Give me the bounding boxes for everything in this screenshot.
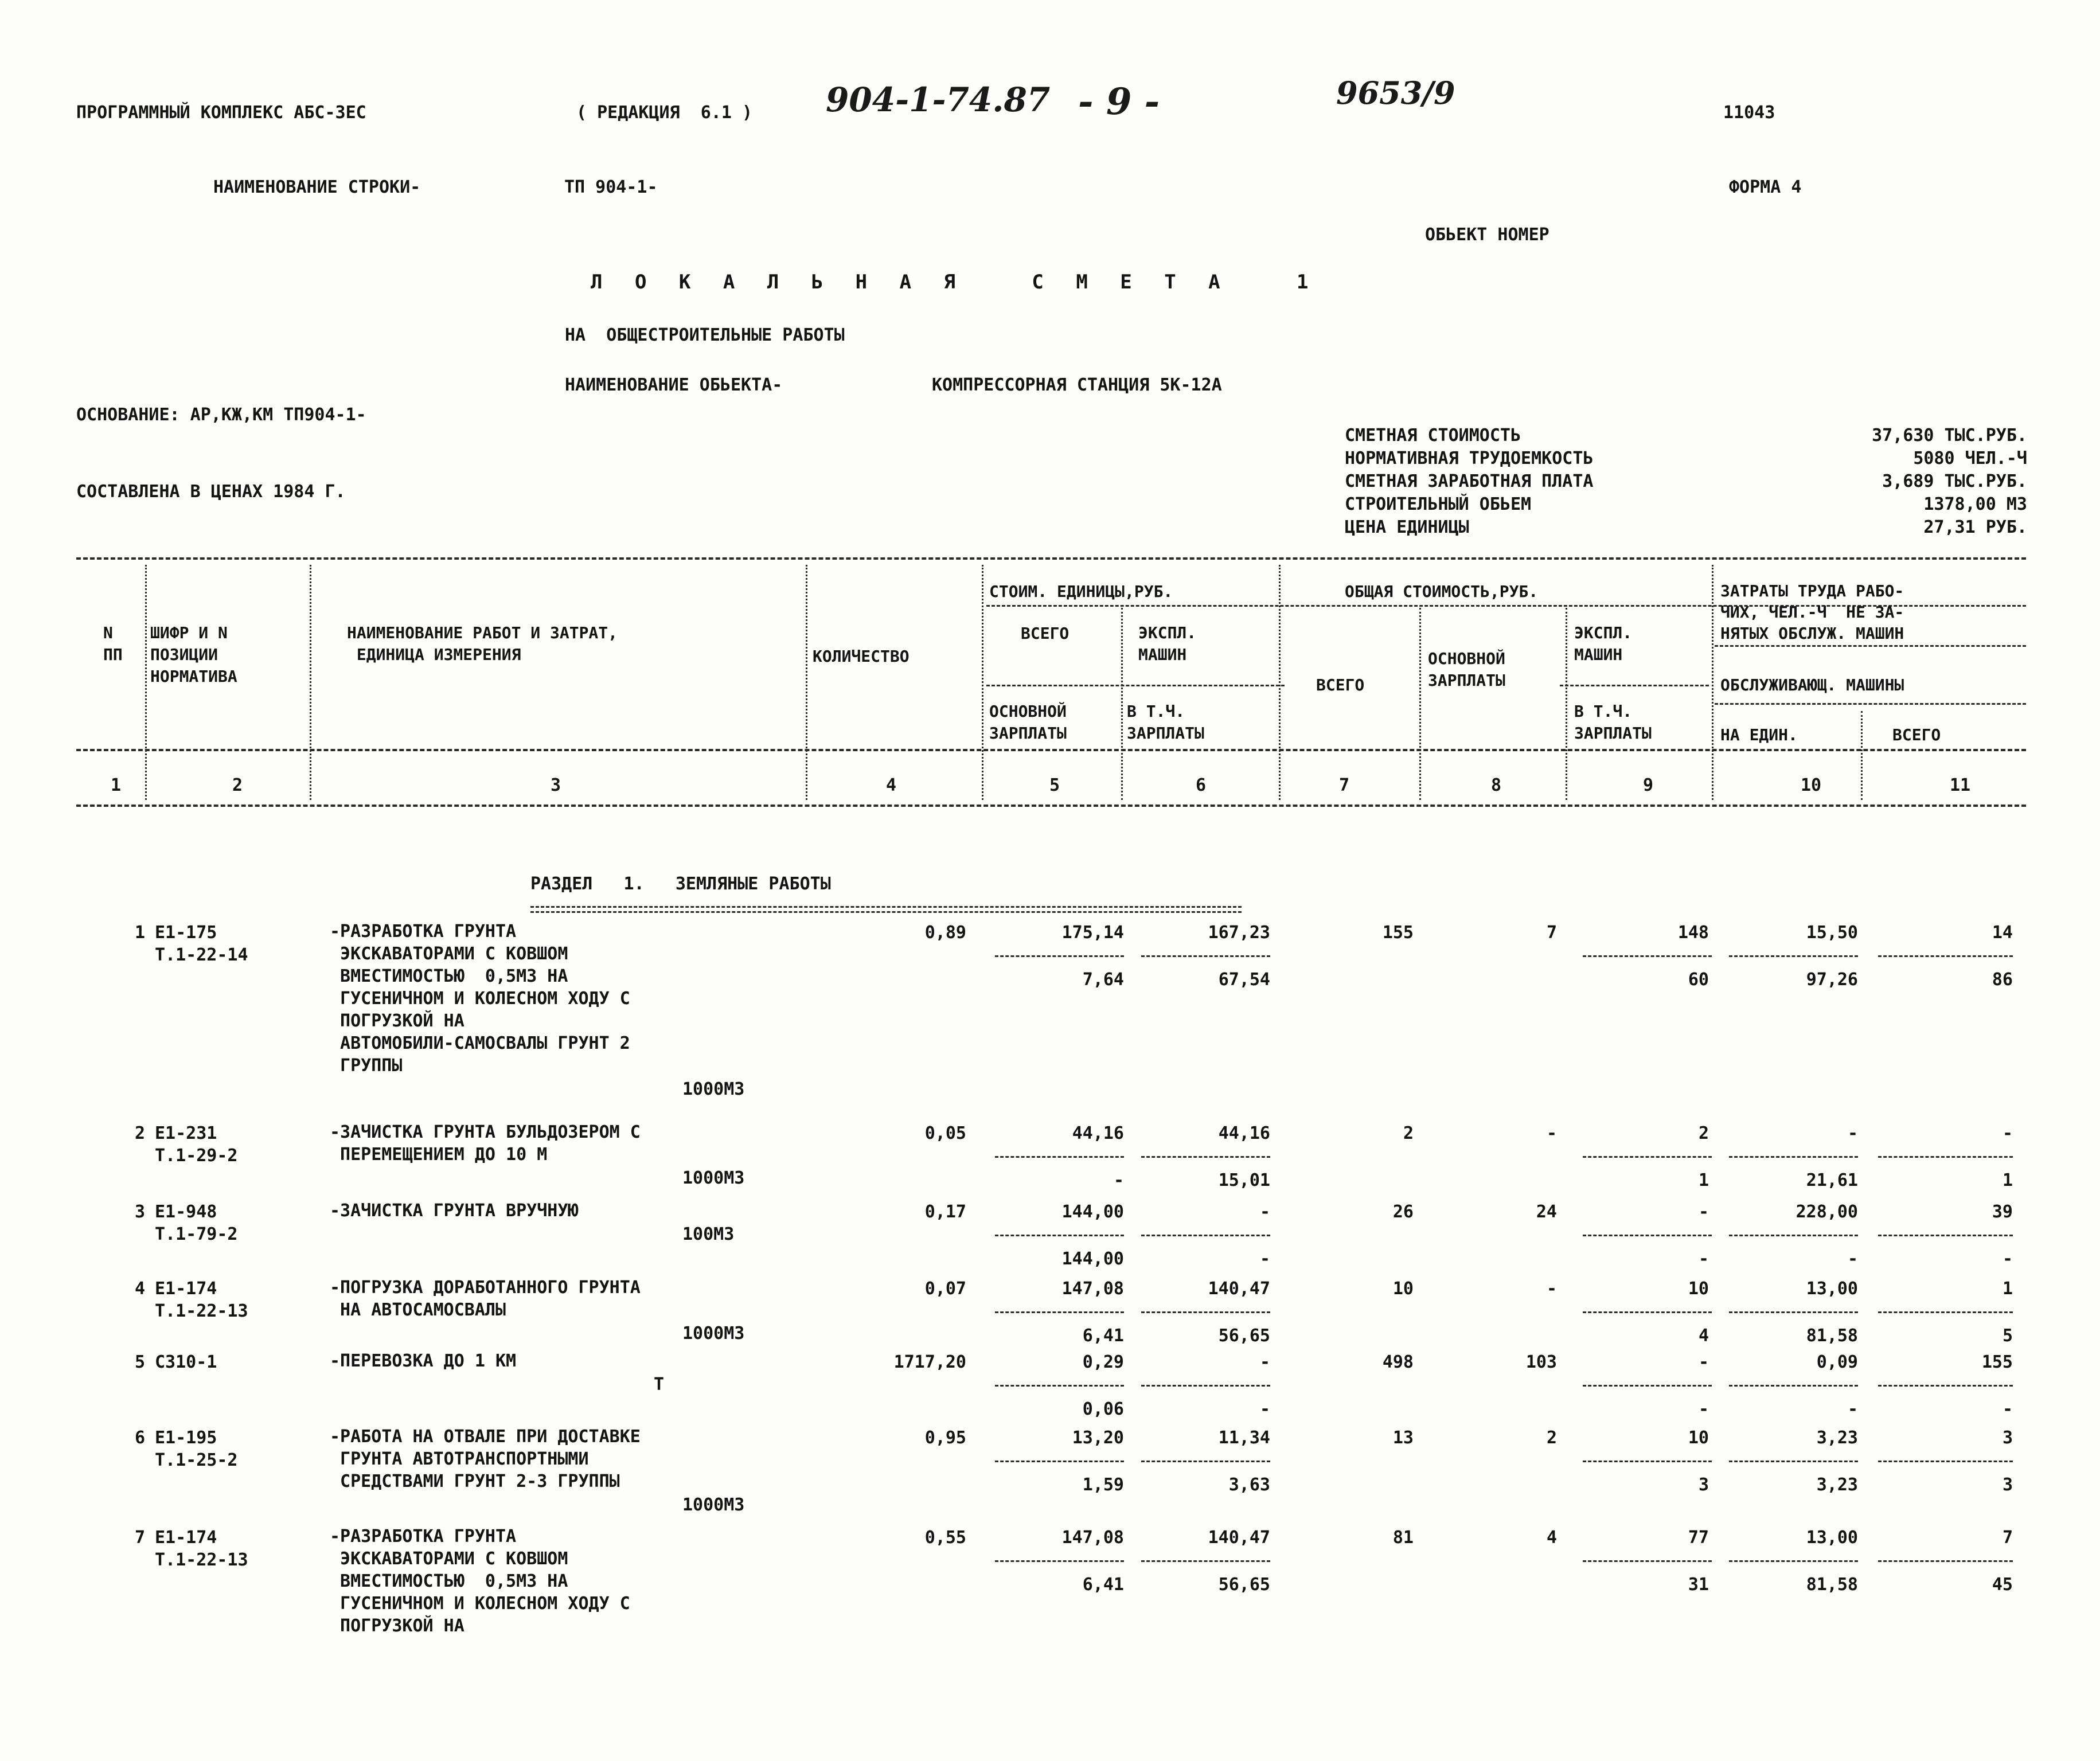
row-unit-wages: 1,59 [1082,1475,1124,1495]
column-number: 8 [1491,775,1502,795]
row-total-machines: 148 [1677,923,1709,943]
prices-line: СОСТАВЛЕНА В ЦЕНАХ 1984 Г. [76,482,346,502]
row-unit-wages: 6,41 [1082,1575,1124,1595]
row-unit-machine-wages: 3,63 [1228,1475,1270,1495]
row-separator-dash [1141,955,1270,957]
row-code-sub: Т.1-25-2 [155,1450,238,1470]
row-labor-total: 39 [1992,1202,2013,1222]
object-name-label: НАИМЕНОВАНИЕ ОБЬЕКТА- [565,375,783,395]
row-number: 4 [134,1279,145,1299]
row-separator-dash [1878,1156,2013,1158]
row-work-name: -РАЗРАБОТКА ГРУНТА ЭКСКАВАТОРАМИ С КОВШОМ ВМЕСТИМОСТЬЮ 0,5М3 НА ГУСЕНИЧНОМ И КОЛЕСНОМ ХОДУ С ПОГРУЗКОЙ НА АВТОМОБИЛИ-САМОСВАЛЫ ГРУНТ 2 ГРУППЫ [330,922,630,1076]
row-code-sub: Т.1-22-13 [155,1301,248,1321]
row-unit: 1000М3 [682,1495,745,1515]
row-unit-wages: 6,41 [1082,1326,1124,1346]
row-separator-dash [1141,1156,1270,1158]
row-labor-unit: 13,00 [1806,1528,1858,1548]
row-separator-dash [1141,1461,1270,1462]
col-header-labor: ЗАТРАТЫ ТРУДА РАБО- ЧИХ, ЧЕЛ.-Ч НЕ ЗА- НЯТЫХ ОБСЛУЖ. МАШИН [1720,581,1904,643]
row-labor-total: - [2002,1123,2013,1143]
summary-value: 1378,00 М3 [1923,494,2027,514]
row-number: 6 [134,1428,145,1448]
row-labor-machine-unit: - [1847,1249,1858,1269]
row-unit-total: 175,14 [1061,923,1124,943]
row-total-machines: 10 [1688,1279,1709,1299]
column-number: 1 [111,775,122,795]
col-sep-9 [1712,565,1713,800]
col-header-c5a: ВСЕГО [1021,624,1069,643]
handwritten-number: 9653/9 [1336,75,1455,111]
row-total-machines: 2 [1698,1123,1709,1143]
summary-label: ЦЕНА ЕДИНИЦЫ [1345,517,1469,537]
row-total: 81 [1392,1528,1414,1548]
row-unit: Т [654,1375,665,1395]
row-work-name: -ПОГРУЗКА ДОРАБОТАННОГО ГРУНТА НА АВТОСАМОСВАЛЫ [330,1278,641,1320]
row-qty: 0,17 [924,1202,966,1222]
col-header-unit-cost: СТОИМ. ЕДИНИЦЫ,РУБ. [989,582,1173,601]
row-separator-dash [1141,1235,1270,1236]
row-separator-dash [1878,955,2013,957]
summary-label: СТРОИТЕЛЬНЫЙ ОБЬЕМ [1345,494,1532,514]
row-separator-dash [995,1156,1124,1158]
summary-value: 27,31 РУБ. [1923,517,2027,537]
row-separator-dash [995,1235,1124,1236]
object-number-label: ОБЬЕКТ НОМЕР [1425,225,1549,245]
row-labor-machine-total: 86 [1992,970,2013,990]
section-underline [530,906,1242,913]
row-number: 7 [134,1528,145,1548]
row-unit-machine-wages: 67,54 [1218,970,1270,990]
row-labor-total: 3 [2002,1428,2013,1448]
row-unit-machine-wages: - [1259,1399,1270,1419]
unit-cost-split-rule [986,685,1285,686]
row-labor-machine-unit: 3,23 [1816,1475,1858,1495]
basis-line: ОСНОВАНИЕ: АР,КЖ,КМ ТП904-1- [76,405,366,425]
row-qty: 0,05 [924,1123,966,1143]
row-separator-dash [995,1560,1124,1562]
col-sep-6 [1279,565,1281,800]
row-code-sub: Т.1-22-13 [155,1550,248,1570]
row-separator-dash [1729,955,1858,957]
row-total: 10 [1392,1279,1414,1299]
row-labor-machine-total: - [2002,1399,2013,1419]
col-sep-3 [806,565,807,800]
row-unit: 1000М3 [682,1168,745,1188]
row-unit-machines: 44,16 [1218,1123,1270,1143]
summary-value: 3,689 ТЫС.РУБ. [1882,471,2027,491]
row-labor-unit: 3,23 [1816,1428,1858,1448]
row-unit-machines: 140,47 [1208,1528,1270,1548]
row-labor-machine-unit: 81,58 [1806,1575,1858,1595]
col-header-c10: НА ЕДИН. [1720,725,1798,744]
row-total-wages: 4 [1546,1528,1557,1548]
row-separator-dash [1878,1311,2013,1313]
row-labor-total: 1 [2002,1279,2013,1299]
row-separator-dash [1583,1385,1712,1387]
row-qty: 0,95 [924,1428,966,1448]
column-number: 7 [1339,775,1350,795]
row-qty: 0,89 [924,923,966,943]
col-header-name: НАИМЕНОВАНИЕ РАБОТ И ЗАТРАТ, ЕДИНИЦА ИЗМЕРЕНИЯ [347,623,618,664]
col-sep-7 [1419,608,1421,800]
row-total-wages: 24 [1536,1202,1557,1222]
row-work-name: -ЗАЧИСТКА ГРУНТА ВРУЧНУЮ [330,1201,579,1221]
row-total-wages: 7 [1546,923,1557,943]
row-work-name: -РАБОТА НА ОТВАЛЕ ПРИ ДОСТАВКЕ ГРУНТА АВТОТРАНСПОРТНЫМИ СРЕДСТВАМИ ГРУНТ 2-3 ГРУППЫ [330,1427,641,1491]
row-labor-machine-total: 1 [2002,1170,2013,1190]
row-total-machines: 77 [1688,1528,1709,1548]
row-total-machine-wages: 60 [1688,970,1709,990]
row-separator-dash [1878,1461,2013,1462]
row-labor-unit: 13,00 [1806,1279,1858,1299]
row-total: 155 [1382,923,1414,943]
col-header-labor-b: ОБСЛУЖИВАЮЩ. МАШИНЫ [1720,675,1904,694]
row-number: 5 [134,1352,145,1372]
col-sep-4 [982,565,983,800]
row-unit-wages: 0,06 [1082,1399,1124,1419]
row-work-name: -РАЗРАБОТКА ГРУНТА ЭКСКАВАТОРАМИ С КОВШОМ ВМЕСТИМОСТЬЮ 0,5М3 НА ГУСЕНИЧНОМ И КОЛЕСНОМ ХОДУ С ПОГРУЗКОЙ НА [330,1526,630,1636]
row-labor-machine-unit: 81,58 [1806,1326,1858,1346]
row-unit-total: 13,20 [1072,1428,1124,1448]
object-name-value: КОМПРЕССОРНАЯ СТАНЦИЯ 5К-12А [932,375,1222,395]
document-subtitle: НА ОБЩЕСТРОИТЕЛЬНЫЕ РАБОТЫ [565,325,845,345]
row-unit-machine-wages: 56,65 [1218,1326,1270,1346]
row-separator-dash [1729,1235,1858,1236]
row-total-machine-wages: 1 [1698,1170,1709,1190]
row-total-machine-wages: - [1698,1399,1709,1419]
row-code: Е1-174 [155,1279,217,1299]
row-separator-dash [1878,1385,2013,1387]
row-code-sub: Т.1-29-2 [155,1146,238,1166]
summary-label: СМЕТНАЯ ЗАРАБОТНАЯ ПЛАТА [1345,471,1594,491]
row-labor-machine-unit: - [1847,1399,1858,1419]
row-total-machine-wages: - [1698,1249,1709,1269]
column-number: 2 [232,775,243,795]
col-header-total-cost: ОБЩАЯ СТОИМОСТЬ,РУБ. [1345,582,1539,601]
col-header-c7: ВСЕГО [1316,675,1365,694]
row-unit-total: 0,29 [1082,1352,1124,1372]
row-name-value: ТП 904-1- [564,177,658,197]
col-header-c8: ОСНОВНОЙ ЗАРПЛАТЫ [1428,649,1505,690]
row-separator-dash [1729,1560,1858,1562]
row-qty: 0,07 [924,1279,966,1299]
row-unit-total: 144,00 [1061,1202,1124,1222]
col-header-qty: КОЛИЧЕСТВО [813,647,910,666]
form-label: ФОРМА 4 [1729,177,1802,197]
row-total-machines: 10 [1688,1428,1709,1448]
row-separator-dash [1878,1560,2013,1562]
column-number: 3 [551,775,561,795]
document-title: Л О К А Л Ь Н А Я С М Е Т А 1 [591,271,1319,294]
row-labor-machine-unit: 21,61 [1806,1170,1858,1190]
section-title: РАЗДЕЛ 1. ЗЕМЛЯНЫЕ РАБОТЫ [530,874,831,894]
row-unit-total: 147,08 [1061,1279,1124,1299]
row-number: 2 [134,1123,145,1143]
row-labor-machine-total: 3 [2002,1475,2013,1495]
col-header-code: ШИФР И N ПОЗИЦИИ НОРМАТИВА [150,623,237,686]
row-unit-total: 44,16 [1072,1123,1124,1143]
row-code-sub: Т.1-22-14 [155,945,248,965]
row-unit-machine-wages: - [1259,1249,1270,1269]
row-unit-machine-wages: 15,01 [1218,1170,1270,1190]
row-unit: 1000М3 [682,1079,745,1099]
row-labor-unit: 228,00 [1795,1202,1858,1222]
row-unit-machines: 11,34 [1218,1428,1270,1448]
col-header-n: N ПП [103,623,123,664]
row-separator-dash [995,1385,1124,1387]
row-labor-machine-total: 45 [1992,1575,2013,1595]
column-number: 4 [886,775,897,795]
row-total-wages: 2 [1546,1428,1557,1448]
row-separator-dash [1141,1560,1270,1562]
row-separator-dash [1878,1235,2013,1236]
row-total-wages: - [1546,1279,1557,1299]
row-separator-dash [1141,1311,1270,1313]
column-number: 10 [1801,775,1822,795]
row-unit-machines: 167,23 [1208,923,1270,943]
row-total-machine-wages: 3 [1698,1475,1709,1495]
row-unit-machine-wages: 56,65 [1218,1575,1270,1595]
row-separator-dash [1583,955,1712,957]
col-sep-10 [1861,711,1863,800]
column-number: 11 [1950,775,1971,795]
edition-label: ( РЕДАКЦИЯ 6.1 ) [576,103,753,123]
row-unit-machines: - [1259,1202,1270,1222]
row-separator-dash [1583,1461,1712,1462]
row-total: 498 [1382,1352,1414,1372]
column-number: 9 [1643,775,1654,795]
c9-split-rule [1560,685,1709,686]
row-labor-machine-total: - [2002,1249,2013,1269]
row-unit-wages: - [1113,1170,1124,1190]
row-total: 26 [1392,1202,1414,1222]
row-separator-dash [1729,1461,1858,1462]
row-total-machines: - [1698,1202,1709,1222]
col-header-c9a: ЭКСПЛ. МАШИН [1574,623,1633,664]
row-unit-wages: 144,00 [1061,1249,1124,1269]
row-total: 2 [1403,1123,1414,1143]
row-labor-unit: 0,09 [1816,1352,1858,1372]
row-labor-unit: - [1847,1123,1858,1143]
header-bottom-rule [76,749,2026,751]
row-separator-dash [1583,1311,1712,1313]
row-name-label: НАИМЕНОВАНИЕ СТРОКИ- [213,177,421,197]
row-separator-dash [995,1461,1124,1462]
row-code: Е1-948 [155,1202,217,1222]
program-title: ПРОГРАММНЫЙ КОМПЛЕКС АБС-ЗЕС [76,103,366,123]
row-total-wages: 103 [1525,1352,1557,1372]
row-code: Е1-174 [155,1528,217,1548]
col-sep-5 [1121,608,1123,800]
row-unit-machines: 140,47 [1208,1279,1270,1299]
column-number: 5 [1049,775,1060,795]
row-separator-dash [1729,1156,1858,1158]
row-separator-dash [1583,1235,1712,1236]
col-header-c9b: В Т.Ч. ЗАРПЛАТЫ [1574,702,1652,743]
handwritten-page: - 9 - [1078,80,1160,123]
row-work-name: -ПЕРЕВОЗКА ДО 1 КМ [330,1351,517,1371]
row-unit: 100М3 [682,1224,735,1244]
row-separator-dash [995,955,1124,957]
row-separator-dash [1583,1560,1712,1562]
numbers-bottom-rule [76,805,2026,807]
row-unit: 1000М3 [682,1323,745,1344]
summary-label: НОРМАТИВНАЯ ТРУДОЕМКОСТЬ [1345,448,1594,468]
col-sep-8 [1566,608,1567,800]
col-header-c6b: В Т.Ч. ЗАРПЛАТЫ [1127,702,1204,743]
col-sep-1 [145,565,147,800]
row-total-machine-wages: 4 [1698,1326,1709,1346]
row-code: Е1-195 [155,1428,217,1448]
row-number: 3 [134,1202,145,1222]
row-separator-dash [1583,1156,1712,1158]
header-top-rule [76,557,2026,560]
row-labor-unit: 15,50 [1806,923,1858,943]
col-header-c11: ВСЕГО [1892,725,1941,744]
col-header-c6a: ЭКСПЛ. МАШИН [1138,623,1197,664]
row-labor-total: 155 [1981,1352,2013,1372]
row-code-sub: Т.1-79-2 [155,1224,238,1244]
row-total-machines: - [1698,1352,1709,1372]
handwritten-code: 904-1-74.87 [826,80,1051,119]
labor-split-rule-2 [1715,703,2026,705]
row-unit-machines: - [1259,1352,1270,1372]
labor-split-rule-1 [1715,645,2026,647]
row-qty: 1717,20 [893,1352,966,1372]
row-number: 1 [134,923,145,943]
row-separator-dash [1141,1385,1270,1387]
row-total-machine-wages: 31 [1688,1575,1709,1595]
row-separator-dash [1729,1385,1858,1387]
row-total-wages: - [1546,1123,1557,1143]
row-labor-machine-total: 5 [2002,1326,2013,1346]
row-unit-total: 147,08 [1061,1528,1124,1548]
row-work-name: -ЗАЧИСТКА ГРУНТА БУЛЬДОЗЕРОМ С ПЕРЕМЕЩЕНИЕМ ДО 10 М [330,1122,641,1165]
row-unit-wages: 7,64 [1082,970,1124,990]
row-labor-total: 7 [2002,1528,2013,1548]
row-code: Е1-231 [155,1123,217,1143]
row-separator-dash [1729,1311,1858,1313]
row-total: 13 [1392,1428,1414,1448]
row-labor-total: 14 [1992,923,2013,943]
column-number: 6 [1196,775,1207,795]
row-labor-machine-unit: 97,26 [1806,970,1858,990]
summary-value: 5080 ЧЕЛ.-Ч [1913,448,2027,468]
col-sep-2 [310,565,311,800]
row-qty: 0,55 [924,1528,966,1548]
col-header-c5b: ОСНОВНОЙ ЗАРПЛАТЫ [989,702,1067,743]
summary-label: СМЕТНАЯ СТОИМОСТЬ [1345,425,1521,446]
row-separator-dash [995,1311,1124,1313]
row-code: Е1-175 [155,923,217,943]
document-number: 11043 [1723,103,1775,123]
row-code: С310-1 [155,1352,217,1372]
summary-value: 37,630 ТЫС.РУБ. [1872,425,2027,446]
